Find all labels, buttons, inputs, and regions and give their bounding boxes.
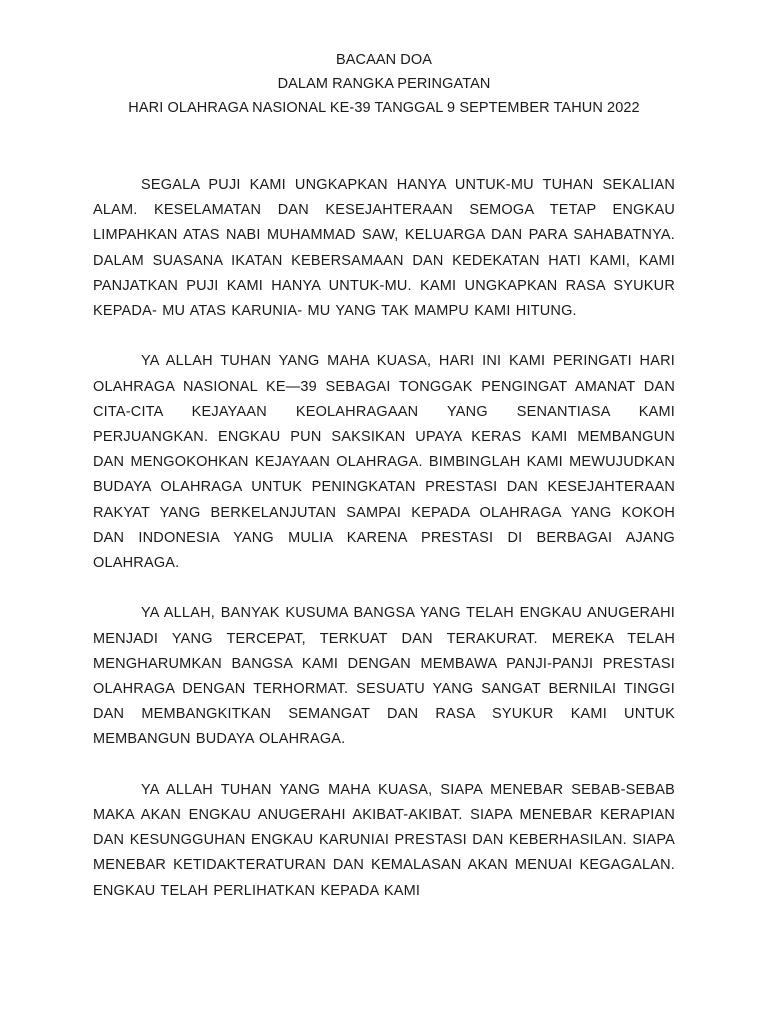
title-line-2: DALAM RANGKA PERINGATAN [277, 76, 491, 92]
title-line-3: HARI OLAHRAGA NASIONAL KE-39 TANGGAL 9 SEPTEMBER TAHUN 2022 [128, 100, 640, 116]
title-line-1: BACAAN DOA [335, 52, 433, 68]
paragraph-2: YA ALLAH TUHAN YANG MAHA KUASA, HARI INI KAMI PERINGATI HARI OLAHRAGA NASIONAL KE—39 SEBAGAI TONGGAK PENGINGAT AMANAT DAN CITA-CITA KEJAYAAN KEOLAHRAGAAN YANG SENANTIASA KAMI PERJUANGKAN. ENGKAU PUN SAKSIKAN UPAYA KERAS KAMI MEMBANGUN DAN MENGOKOHKAN KEJAYAAN OLAHRAGA. BIMBINGLAH KAMI MEWUJUDKAN BUDAYA OLAHRAGA UNTUK PENINGKATAN PRESTASI DAN KESEJAHTERAAN RAKYAT YANG BERKELANJUTAN SAMPAI KEPADA OLAHRAGA YANG KOKOH DAN INDONESIA YANG MULIA KARENA PRESTASI DI BERBAGAI AJANG OLAHRAGA. [93, 353, 675, 572]
paragraph-3: YA ALLAH, BANYAK KUSUMA BANGSA YANG TELAH ENGKAU ANUGERAHI MENJADI YANG TERCEPAT, TERKUAT DAN TERAKURAT. MEREKA TELAH MENGHARUMKAN BANGSA KAMI DENGAN MEMBAWA PANJI-PANJI PRESTASI OLAHRAGA DENGAN TERHORMAT. SESUATU YANG SANGAT BERNILAI TINGGI DAN MEMBANGKITKAN SEMANGAT DAN RASA SYUKUR KAMI UNTUK MEMBANGUN BUDAYA OLAHRAGA. [93, 605, 675, 748]
paragraph-1: SEGALA PUJI KAMI UNGKAPKAN HANYA UNTUK-MU TUHAN SEKALIAN ALAM. KESELAMATAN DAN KESEJAHTERAAN SEMOGA TETAP ENGKAU LIMPAHKAN ATAS NABI MUHAMMAD SAW, KELUARGA DAN PARA SAHABATNYA. DALAM SUASANA IKATAN KEBERSAMAAN DAN KEDEKATAN HATI KAMI, KAMI PANJATKAN PUJI KAMI HANYA UNTUK-MU. KAMI UNGKAPKAN RASA SYUKUR KEPADA- MU ATAS KARUNIA- MU YANG TAK MAMPU KAMI HITUNG. [93, 177, 675, 320]
paragraph-4: YA ALLAH TUHAN YANG MAHA KUASA, SIAPA MENEBAR SEBAB-SEBAB MAKA AKAN ENGKAU ANUGERAHI AKIBAT-AKIBAT. SIAPA MENEBAR KERAPIAN DAN KESUNGGUHAN ENGKAU KARUNIAI PRESTASI DAN KEBERHASILAN. SIAPA MENEBAR KETIDAKTERATURAN DAN KEMALASAN AKAN MENUAI KEGAGALAN. ENGKAU TELAH PERLIHATKAN KEPADA KAMI [93, 781, 675, 899]
document-body [93, 173, 675, 929]
document-title [0, 48, 768, 120]
